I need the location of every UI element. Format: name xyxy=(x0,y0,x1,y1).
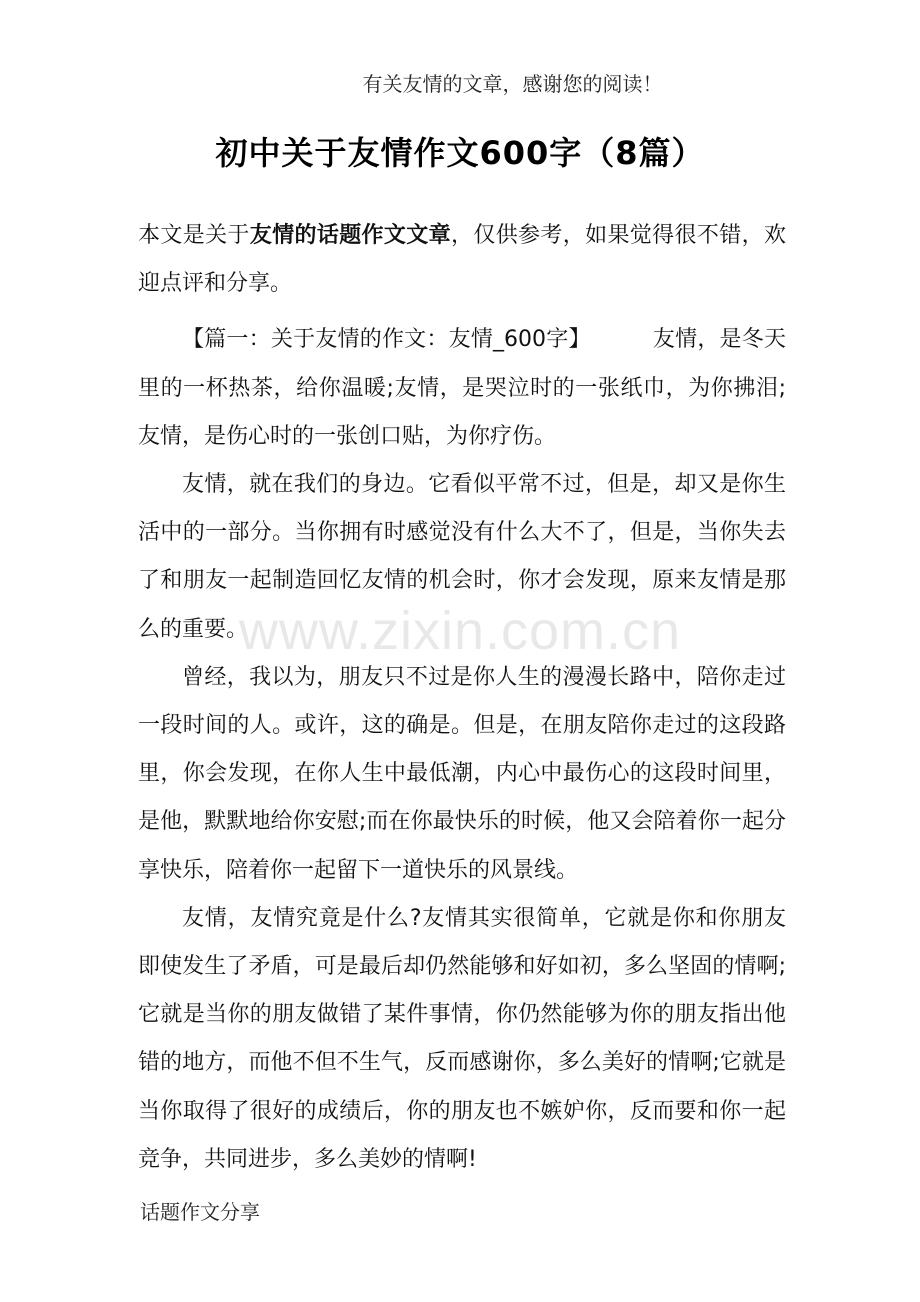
page-footer: 话题作文分享 xyxy=(140,1200,260,1224)
intro-text-before: 本文是关于 xyxy=(138,223,250,248)
intro-topic-bold: 友情的话题作文文章 xyxy=(249,223,451,248)
watermark: www.zixin.com.cn xyxy=(238,601,682,661)
paragraph-3: 曾经，我以为，朋友只不过是你人生的漫漫长路中，陪你走过一段时间的人。或许，这的确是。但是，在朋友陪你走过的这段路里，你会发现，在你人生中最低潮，内心中最伤心的这段时间里，是他，默默地给你安慰;而在你最快乐的时候，他又会陪着你一起分享快乐，陪着你一起留下一道快乐的风景线。 xyxy=(138,664,786,883)
paragraph-4: 友情，友情究竟是什么?友情其实很简单，它就是你和你朋友即使发生了矛盾，可是最后却仍然能够和好如初，多么坚固的情啊;它就是当你的朋友做错了某件事情，你仍然能够为你的朋友指出他错的地方，而他不但不生气，反而感谢你，多么美好的情啊;它就是当你取得了很好的成绩后，你的朋友也不嫉妒你，反而要和你一起竞争，共同进步，多么美妙的情啊! xyxy=(138,905,786,1172)
page-header: 有关友情的文章，感谢您的阅读！ xyxy=(362,72,663,96)
intro-text-after: ，仅供参考，如果觉得很不错，欢迎点评和分享。 xyxy=(138,223,786,297)
section-one-paragraph xyxy=(138,316,786,461)
section-heading: 【篇一：关于友情的作文：友情_600字】 xyxy=(182,327,591,353)
article-body xyxy=(138,212,786,1184)
intro-paragraph xyxy=(138,212,786,308)
section-one-text: 友情，是冬天里的一杯热茶，给你温暖;友情，是哭泣时的一张纸巾，为你拂泪;友情，是伤心时的一张创口贴，为你疗伤。 xyxy=(138,327,786,449)
paragraph-2: 友情，就在我们的身边。它看似平常不过，但是，却又是你生活中的一部分。当你拥有时感觉没有什么大不了，但是，当你失去了和朋友一起制造回忆友情的机会时，你才会发现，原来友情是那么的重要。 xyxy=(138,472,786,642)
page-title: 初中关于友情作文600字（8篇） xyxy=(215,134,705,172)
